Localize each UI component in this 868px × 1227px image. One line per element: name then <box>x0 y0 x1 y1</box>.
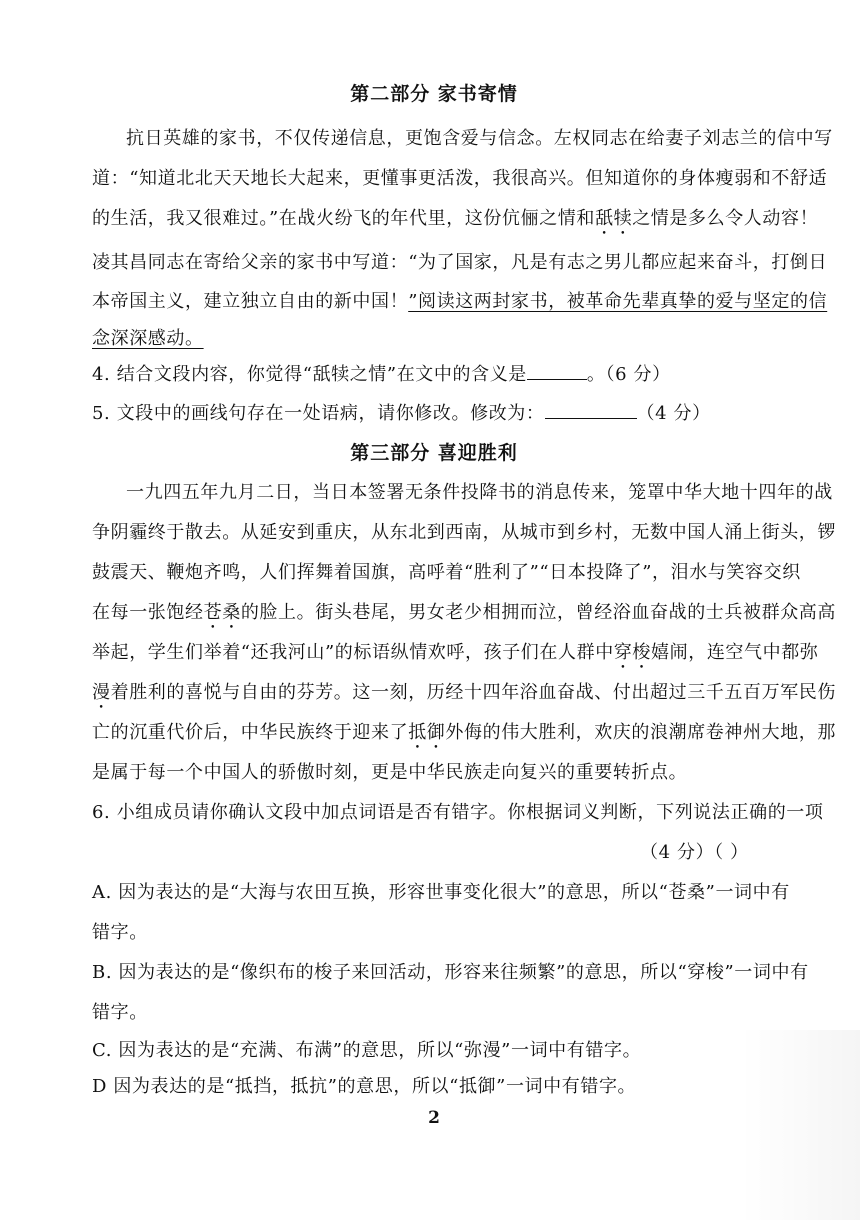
s2-paragraph2-line-2 <box>92 287 827 313</box>
q4-answer-blank[interactable] <box>527 363 587 380</box>
dotted-word: 苍桑 <box>203 602 241 623</box>
text-segment: 之情是多么令人动容！ <box>632 208 819 229</box>
s3-line-2: 争阴霾终于散去。从延安到重庆，从东北到西南，从城市到乡村，无数中国人涌上街头，锣 <box>92 522 836 543</box>
text-segment: 亡的沉重代价后，中华民族终于迎来了 <box>92 722 409 743</box>
text-segment: 外侮的伟大胜利，欢庆的浪潮席卷神州大地，那 <box>445 722 837 743</box>
s3-line-8: 是属于每一个中国人的骄傲时刻，更是中华民族走向复兴的重要转折点。 <box>92 762 688 783</box>
option-c[interactable]: C. 因为表达的是“充满、布满”的意思，所以“弥漫”一词中有错字。 <box>92 1040 642 1061</box>
question-6-score: （4 分）（ ） <box>640 842 749 863</box>
q4-text: 4. 结合文段内容，你觉得“舐犊之情”在文中的含义是 <box>92 364 527 385</box>
q5-answer-blank[interactable] <box>545 402 637 419</box>
underlined-sentence-end: 念深深感动。 <box>92 328 204 349</box>
text-segment: 着胜利的喜悦与自由的芬芳。这一刻，历经十四年浴血奋战、付出超过三千五百万军民伤 <box>110 682 837 703</box>
s2-paragraph-line-3 <box>92 204 818 239</box>
q4-score: 。（6 分） <box>586 364 671 385</box>
underlined-sentence: ”阅读这两封家书，被革命先辈真挚的爱与坚定的信 <box>408 291 828 312</box>
q5-text: 5. 文段中的画线句存在一处语病，请你修改。修改为： <box>92 403 545 424</box>
s3-line-4 <box>92 598 836 633</box>
option-a-line-2: 错字。 <box>92 922 148 943</box>
question-4 <box>92 360 671 386</box>
s2-paragraph2-line-3 <box>92 324 204 350</box>
s3-line-7 <box>92 718 836 753</box>
text-segment: 的脸上。街头巷尾，男女老少相拥而泣，曾经浴血奋战的士兵被群众高高 <box>240 602 837 623</box>
option-a-line-1[interactable]: A. 因为表达的是“大海与农田互换，形容世事变化很大”的意思，所以“苍桑”一词中有 <box>92 882 790 903</box>
s3-line-5 <box>92 638 818 673</box>
s2-paragraph-line-1: 抗日英雄的家书，不仅传递信息，更饱含爱与信念。左权同志在给妻子刘志兰的信中写 <box>126 128 833 149</box>
section-2-title: 第二部分 家书寄情 <box>350 83 518 105</box>
text-segment: 嬉闹，连空气中都弥 <box>651 642 819 663</box>
dotted-word: 舐犊 <box>595 208 633 229</box>
dotted-word: 穿梭 <box>613 642 652 663</box>
s3-line-6 <box>92 678 836 713</box>
text-segment: 举起，学生们举着“还我河山”的标语纵情欢呼，孩子们在人群中 <box>92 642 614 663</box>
s2-paragraph2-line-1: 凌其昌同志在寄给父亲的家书中写道：“为了国家，凡是有志之男儿都应起来奋斗，打倒日 <box>92 252 828 273</box>
question-6-stem: 6. 小组成员请你确认文段中加点词语是否有错字。你根据词义判断，下列说法正确的一项 <box>92 802 824 823</box>
text-segment: 在每一张饱经 <box>92 602 204 623</box>
question-5 <box>92 399 711 425</box>
dotted-word: 抵御 <box>408 722 446 743</box>
option-b-line-1[interactable]: B. 因为表达的是“像织布的梭子来回活动，形容来往频繁”的意思，所以“穿梭”一词中有 <box>92 962 809 983</box>
s2-paragraph-line-2: 道：“知道北北天天地长大起来，更懂事更活泼，我很高兴。但知道你的身体瘦弱和不舒适 <box>92 168 828 189</box>
q5-score: （4 分） <box>636 403 711 424</box>
text-segment: 本帝国主义，建立独立自由的新中国！ <box>92 291 409 312</box>
page-number: 2 <box>428 1108 440 1128</box>
s3-line-3: 鼓震天、鞭炮齐鸣，人们挥舞着国旗，高呼着“胜利了”“日本投降了”，泪水与笑容交织 <box>92 562 801 583</box>
text-segment: 的生活，我又很难过。”在战火纷飞的年代里，这份伉俪之情和 <box>92 208 595 229</box>
scan-shadow <box>740 1030 860 1220</box>
section-3-title: 第三部分 喜迎胜利 <box>350 442 518 464</box>
s3-line-1: 一九四五年九月二日，当日本签署无条件投降书的消息传来，笼罩中华大地十四年的战 <box>126 482 833 503</box>
dotted-word: 漫 <box>92 682 111 703</box>
option-d[interactable]: D 因为表达的是“抵挡，抵抗”的意思，所以“抵御”一词中有错字。 <box>92 1076 637 1097</box>
option-b-line-2: 错字。 <box>92 1002 148 1023</box>
